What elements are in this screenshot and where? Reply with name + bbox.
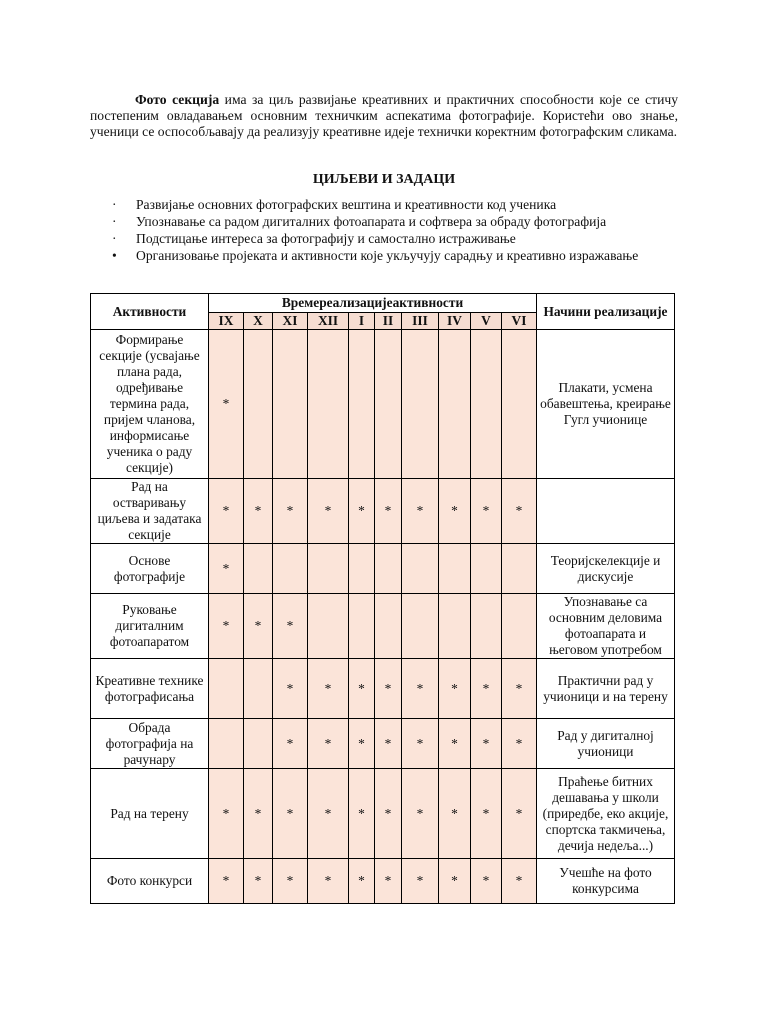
bullet-marker: · [112, 197, 117, 212]
method-cell: Учешће на фото конкурсима [537, 859, 675, 904]
table-row [91, 769, 675, 859]
activity-cell: Рад на остваривању циљева и задатака секције [91, 479, 209, 544]
schedule-cell: * [209, 594, 244, 659]
schedule-cell: * [209, 859, 244, 904]
schedule-cell: * [349, 769, 375, 859]
month-header: XII [308, 313, 349, 330]
section-heading: ЦИЉЕВИ И ЗАДАЦИ [312, 172, 456, 187]
schedule-cell: * [273, 719, 308, 769]
table-row [91, 479, 675, 544]
schedule-cell: * [209, 769, 244, 859]
intro-text: има за циљ развијање креативних и практичних способности које се стичу постепеним овладавањем основним техничким аспекатима фотографије. Користећи ово знање, ученици се оспособљавају да реализују креативне идеје технички коректним фотографским сликама. [90, 92, 678, 139]
schedule-cell: * [308, 659, 349, 719]
activity-cell: Формирање секције (усвајање плана рада, одређивање термина рада, пријем чланова, информисање ученика о раду секције) [91, 330, 209, 479]
schedule-cell [502, 594, 537, 659]
schedule-cell: * [308, 859, 349, 904]
schedule-cell [209, 719, 244, 769]
schedule-cell [349, 544, 375, 594]
schedule-cell: * [402, 659, 439, 719]
schedule-cell [244, 544, 273, 594]
schedule-cell [308, 544, 349, 594]
month-header: XI [273, 313, 308, 330]
month-header: V [471, 313, 502, 330]
schedule-cell [471, 544, 502, 594]
month-header: IV [439, 313, 471, 330]
list-item-text: Упознавање са радом дигиталних фотоапарата и софтвера за обраду фотографија [136, 214, 607, 229]
schedule-cell: * [308, 769, 349, 859]
list-item-text: Развијање основних фотографских вештина и креативности код ученика [136, 197, 557, 212]
month-header: VI [502, 313, 537, 330]
month-header: II [375, 313, 402, 330]
schedule-cell: * [439, 479, 471, 544]
schedule-cell: * [273, 769, 308, 859]
schedule-cell: * [375, 769, 402, 859]
schedule-cell [244, 659, 273, 719]
month-header: X [244, 313, 273, 330]
schedule-cell [209, 659, 244, 719]
method-cell: Теоријскелекције и дискусије [537, 544, 675, 594]
schedule-cell: * [471, 859, 502, 904]
schedule-cell [471, 594, 502, 659]
activity-cell: Креативне технике фотографисања [91, 659, 209, 719]
activity-cell: Основе фотографије [91, 544, 209, 594]
schedule-cell: * [502, 659, 537, 719]
schedule-cell: * [439, 719, 471, 769]
schedule-cell: * [273, 479, 308, 544]
activity-cell: Руковање дигиталним фотоапаратом [91, 594, 209, 659]
method-cell: Плакати, усмена обавештења, креирање Гугл учионице [537, 330, 675, 479]
schedule-cell [308, 594, 349, 659]
schedule-cell [402, 594, 439, 659]
schedule-cell: * [349, 659, 375, 719]
activity-cell: Фото конкурси [91, 859, 209, 904]
schedule-cell: * [308, 719, 349, 769]
list-item-text: Организовање пројеката и активности које укључују сарадњу и креативно изражавање [136, 248, 639, 263]
activity-cell: Обрада фотографија на рачунару [91, 719, 209, 769]
schedule-cell [244, 719, 273, 769]
schedule-cell: * [471, 719, 502, 769]
schedule-cell: * [502, 769, 537, 859]
month-header: IX [209, 313, 244, 330]
table-row [91, 544, 675, 594]
schedule-cell: * [471, 479, 502, 544]
schedule-cell [439, 330, 471, 479]
method-cell: Практични рад у учионици и на терену [537, 659, 675, 719]
table-row [91, 719, 675, 769]
schedule-cell: * [502, 719, 537, 769]
schedule-cell: * [471, 659, 502, 719]
intro-lead: Фото секција [135, 92, 220, 107]
schedule-cell: * [273, 659, 308, 719]
schedule-cell: * [209, 479, 244, 544]
schedule-cell [375, 594, 402, 659]
goals-list [112, 196, 638, 264]
schedule-cell [439, 594, 471, 659]
header-methods: Начини реализације [537, 294, 675, 330]
month-header: III [402, 313, 439, 330]
schedule-cell [349, 594, 375, 659]
schedule-cell: * [349, 479, 375, 544]
list-item-text: Подстицање интереса за фотографију и самостално истраживање [136, 231, 516, 246]
schedule-cell: * [375, 659, 402, 719]
list-item [112, 196, 638, 213]
activity-cell: Рад на терену [91, 769, 209, 859]
schedule-cell [244, 330, 273, 479]
schedule-cell: * [402, 719, 439, 769]
schedule-cell [273, 330, 308, 479]
bullet-marker: · [112, 231, 117, 246]
schedule-cell [308, 330, 349, 479]
schedule-cell [375, 544, 402, 594]
schedule-cell [273, 544, 308, 594]
list-item [112, 230, 638, 247]
method-cell: Упознавање са основним деловима фотоапарата и његовом употребом [537, 594, 675, 659]
schedule-cell [439, 544, 471, 594]
schedule-cell [471, 330, 502, 479]
schedule-cell: * [402, 859, 439, 904]
schedule-cell [502, 330, 537, 479]
schedule-cell [349, 330, 375, 479]
intro-paragraph [90, 92, 678, 140]
schedule-cell: * [439, 659, 471, 719]
schedule-cell: * [209, 544, 244, 594]
table-row [91, 659, 675, 719]
schedule-cell: * [273, 859, 308, 904]
schedule-cell: * [375, 479, 402, 544]
schedule-cell [502, 544, 537, 594]
list-item [112, 213, 638, 230]
bullet-marker: • [112, 248, 117, 263]
header-time: Времереализацијеактивности [209, 294, 537, 313]
schedule-cell: * [439, 769, 471, 859]
schedule-cell: * [402, 769, 439, 859]
schedule-cell: * [375, 719, 402, 769]
schedule-cell [402, 544, 439, 594]
schedule-cell: * [402, 479, 439, 544]
schedule-cell: * [244, 479, 273, 544]
method-cell [537, 479, 675, 544]
schedule-cell: * [439, 859, 471, 904]
table-row [91, 594, 675, 659]
method-cell: Праћење битних дешавања у школи (приредбе, еко акције, спортска такмичења, дечија недеља...) [537, 769, 675, 859]
schedule-cell: * [244, 769, 273, 859]
schedule-cell: * [308, 479, 349, 544]
schedule-cell: * [471, 769, 502, 859]
schedule-cell: * [273, 594, 308, 659]
method-cell: Рад у дигиталној учионици [537, 719, 675, 769]
schedule-cell: * [244, 594, 273, 659]
list-item [112, 247, 638, 264]
schedule-cell: * [502, 859, 537, 904]
schedule-cell [402, 330, 439, 479]
schedule-cell: * [349, 719, 375, 769]
table-row [91, 330, 675, 479]
table-row [91, 859, 675, 904]
month-header: I [349, 313, 375, 330]
activity-plan-table [90, 293, 675, 904]
header-activities: Активности [91, 294, 209, 330]
schedule-cell [375, 330, 402, 479]
schedule-cell: * [349, 859, 375, 904]
schedule-cell: * [502, 479, 537, 544]
bullet-marker: · [112, 214, 117, 229]
schedule-cell: * [375, 859, 402, 904]
schedule-cell: * [244, 859, 273, 904]
schedule-cell: * [209, 330, 244, 479]
